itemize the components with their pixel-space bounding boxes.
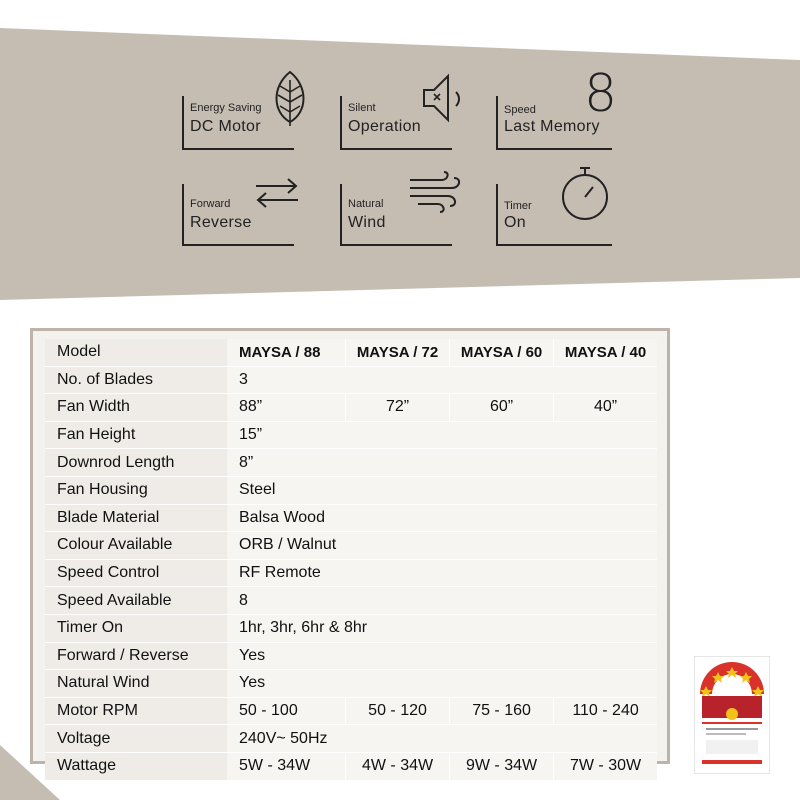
row-label: Natural Wind <box>45 670 227 698</box>
table-header-row <box>45 339 657 366</box>
table-row <box>45 642 657 670</box>
table-row <box>45 421 657 449</box>
model-72: MAYSA / 72 <box>346 339 450 366</box>
energy-rating-label-icon <box>694 656 770 774</box>
table-row <box>45 366 657 394</box>
row-label: Fan Width <box>45 394 227 422</box>
table-row <box>45 670 657 698</box>
table-row <box>45 559 657 587</box>
row-label: Downrod Length <box>45 449 227 477</box>
row-label: Voltage <box>45 725 227 753</box>
feature-big-label: On <box>504 214 526 231</box>
row-value: 50 - 100 <box>227 697 346 725</box>
row-value: 1hr, 3hr, 6hr & 8hr <box>227 614 657 642</box>
row-label: Forward / Reverse <box>45 642 227 670</box>
row-label: Fan Housing <box>45 476 227 504</box>
table-row <box>45 504 657 532</box>
feature-silent-operation <box>340 78 450 135</box>
feature-small-label: Silent <box>348 102 376 114</box>
row-value: 40” <box>554 394 657 422</box>
feature-small-label: Forward <box>190 198 231 210</box>
stopwatch-icon <box>558 164 612 222</box>
table-row <box>45 697 657 725</box>
feature-small-label: Energy Saving <box>190 102 262 114</box>
row-value: Balsa Wood <box>227 504 657 532</box>
row-label: Wattage <box>45 752 227 780</box>
row-label: No. of Blades <box>45 366 227 394</box>
spec-table <box>30 328 670 775</box>
feature-big-label: Reverse <box>190 214 252 231</box>
row-value: 75 - 160 <box>450 697 554 725</box>
table-row <box>45 614 657 642</box>
table-row <box>45 587 657 615</box>
feature-small-label: Speed <box>504 104 536 116</box>
feature-big-label: Operation <box>348 118 421 135</box>
row-value: 5W - 34W <box>227 752 346 780</box>
table-row <box>45 532 657 560</box>
row-value: 50 - 120 <box>346 697 450 725</box>
row-label: Fan Height <box>45 421 227 449</box>
row-value: 15” <box>227 421 657 449</box>
number-8-icon: 8 <box>584 64 618 124</box>
table-row <box>45 752 657 780</box>
row-value: 88” <box>227 394 346 422</box>
speaker-mute-icon <box>420 70 470 126</box>
table-row <box>45 449 657 477</box>
row-value: 4W - 34W <box>346 752 450 780</box>
row-value: 3 <box>227 366 657 394</box>
row-label: Speed Available <box>45 587 227 615</box>
row-label: Timer On <box>45 614 227 642</box>
feature-big-label: Last Memory <box>504 118 600 135</box>
model-40: MAYSA / 40 <box>554 339 657 366</box>
row-value: Yes <box>227 670 657 698</box>
table-row <box>45 476 657 504</box>
feature-big-label: Wind <box>348 214 386 231</box>
row-value: 8 <box>227 587 657 615</box>
model-60: MAYSA / 60 <box>450 339 554 366</box>
row-value: RF Remote <box>227 559 657 587</box>
row-value: 240V~ 50Hz <box>227 725 657 753</box>
model-label: Model <box>45 339 227 366</box>
row-value: 110 - 240 <box>554 697 657 725</box>
row-value: 72” <box>346 394 450 422</box>
feature-timer-on <box>496 176 606 230</box>
row-label: Colour Available <box>45 532 227 560</box>
feature-speed-memory <box>496 64 618 135</box>
row-value: Yes <box>227 642 657 670</box>
feature-forward-reverse <box>182 176 292 230</box>
arrows-left-right-icon <box>252 176 302 210</box>
row-value: 9W - 34W <box>450 752 554 780</box>
wind-icon <box>408 170 464 216</box>
row-value: ORB / Walnut <box>227 532 657 560</box>
row-value: Steel <box>227 476 657 504</box>
row-label: Blade Material <box>45 504 227 532</box>
feature-dc-motor <box>182 78 292 135</box>
feature-natural-wind <box>340 176 450 230</box>
row-value: 60” <box>450 394 554 422</box>
row-label: Motor RPM <box>45 697 227 725</box>
feature-small-label: Timer <box>504 200 532 212</box>
leaf-icon <box>266 68 314 128</box>
row-value: 7W - 30W <box>554 752 657 780</box>
row-label: Speed Control <box>45 559 227 587</box>
table-row <box>45 725 657 753</box>
feature-big-label: DC Motor <box>190 118 261 135</box>
row-value: 8” <box>227 449 657 477</box>
table-row <box>45 394 657 422</box>
feature-small-label: Natural <box>348 198 384 210</box>
model-88: MAYSA / 88 <box>227 339 346 366</box>
